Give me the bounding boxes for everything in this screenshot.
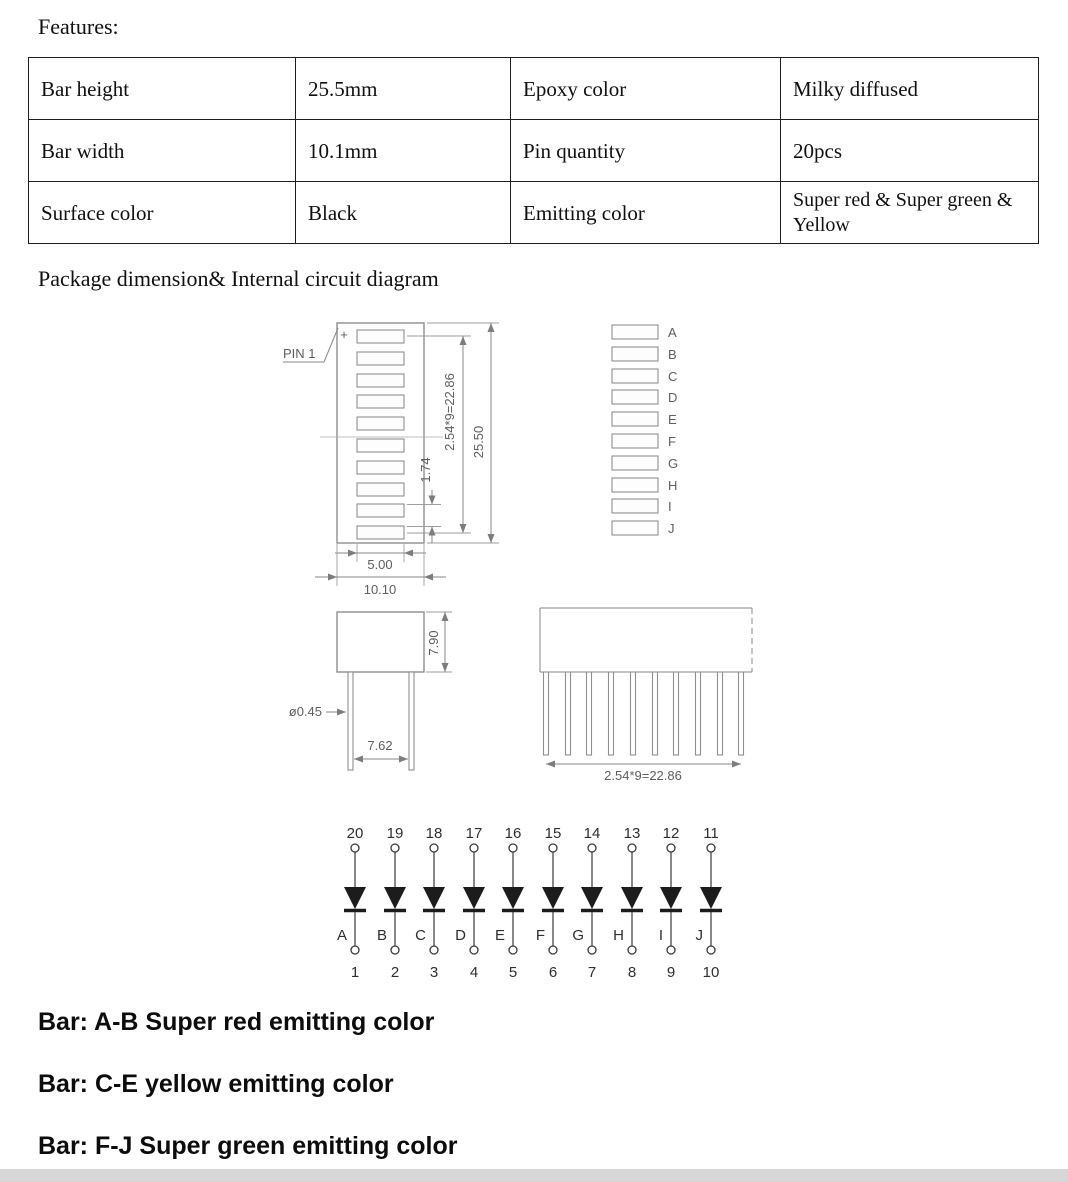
led-segment — [612, 478, 658, 492]
pin — [348, 672, 353, 770]
pin-number-bottom: 1 — [350, 964, 360, 981]
led-segment — [357, 417, 404, 430]
pin-number-bottom: 9 — [666, 964, 676, 981]
pin — [674, 672, 679, 755]
led-segment — [612, 390, 658, 404]
feature-label: Emitting color — [511, 182, 781, 244]
led-segment — [357, 504, 404, 517]
pin-number-top: 11 — [703, 825, 719, 842]
feature-label: Surface color — [29, 182, 296, 244]
pin-terminal — [351, 946, 359, 954]
pin — [718, 672, 723, 755]
feature-label: Bar height — [29, 58, 296, 120]
dim-window-width-label: 5.00 — [367, 557, 393, 572]
led-diode — [423, 887, 445, 909]
segment-letter: F — [535, 927, 545, 944]
pin — [566, 672, 571, 755]
segment-label: E — [668, 412, 677, 427]
pin-terminal — [470, 844, 478, 852]
segment-label: J — [668, 521, 675, 536]
led-segment — [357, 352, 404, 365]
pin-terminal — [667, 946, 675, 954]
segment-letter: D — [455, 927, 466, 944]
note-bar-red: Bar: A-B Super red emitting color — [38, 1008, 435, 1036]
pin — [409, 672, 414, 770]
segment-letter: J — [695, 927, 703, 944]
led-segment — [357, 330, 404, 343]
pin-number-bottom: 4 — [469, 964, 479, 981]
led-segment — [612, 456, 658, 470]
led-segment — [612, 412, 658, 426]
side-view-right — [540, 608, 752, 783]
pin-number-bottom: 8 — [627, 964, 637, 981]
segment-letter: C — [415, 927, 426, 944]
pin-terminal — [707, 844, 715, 852]
led-diode — [463, 887, 485, 909]
pin-terminal — [707, 946, 715, 954]
table-row — [29, 120, 1039, 182]
pin-terminal — [351, 844, 359, 852]
pin1-leader-line — [324, 328, 338, 362]
pin-terminal — [667, 844, 675, 852]
led-diode — [344, 887, 366, 909]
pin-number-top: 16 — [504, 825, 522, 842]
led-segment — [612, 369, 658, 383]
pin-terminal — [391, 946, 399, 954]
pin-number-top: 19 — [386, 825, 404, 842]
pin-number-bottom: 2 — [390, 964, 400, 981]
pin-number-top: 18 — [425, 825, 443, 842]
segment-label: F — [668, 434, 676, 449]
note-bar-green: Bar: F-J Super green emitting color — [38, 1132, 458, 1160]
led-segment — [612, 325, 658, 339]
feature-value: Super red & Super green & Yellow — [781, 182, 1039, 244]
segment-label: H — [668, 478, 678, 493]
led-segment — [357, 395, 404, 408]
led-segment — [357, 526, 404, 539]
segment-label: B — [668, 347, 677, 362]
led-segment — [612, 347, 658, 361]
led-segment — [357, 461, 404, 474]
package-dimension-heading: Package dimension& Internal circuit diagram — [38, 266, 439, 291]
led-diode — [621, 887, 643, 909]
rear-view — [612, 325, 678, 536]
pin-number-top: 12 — [662, 825, 680, 842]
led-segment — [357, 483, 404, 496]
segment-label: C — [668, 369, 678, 384]
package-dimension-diagram — [0, 312, 1068, 1002]
pin-terminal — [588, 844, 596, 852]
segment-letter: H — [613, 927, 624, 944]
led-segment — [357, 439, 404, 452]
led-diode — [384, 887, 406, 909]
dim-pin-row-label: 2.54*9=22.86 — [604, 768, 682, 783]
segment-letter: G — [572, 927, 584, 944]
pin — [696, 672, 701, 755]
led-diode — [542, 887, 564, 909]
pin-number-top: 20 — [346, 825, 364, 842]
feature-value: Black — [296, 182, 511, 244]
led-diode — [660, 887, 682, 909]
pin-terminal — [588, 946, 596, 954]
note-bar-yellow: Bar: C-E yellow emitting color — [38, 1070, 394, 1098]
features-heading: Features: — [38, 14, 119, 39]
side-view-left — [289, 612, 452, 770]
table-row — [29, 182, 1039, 244]
bottom-strip — [0, 1169, 1068, 1182]
pin-terminal — [430, 844, 438, 852]
segment-letter: I — [658, 927, 663, 944]
pin-terminal — [549, 946, 557, 954]
dim-bar-pitch-label: 1.74 — [418, 457, 433, 483]
pin-terminal — [430, 946, 438, 954]
pin-number-top: 15 — [544, 825, 562, 842]
features-table — [28, 57, 1039, 244]
feature-label: Pin quantity — [511, 120, 781, 182]
internal-circuit-diagram — [337, 825, 722, 981]
feature-value: 10.1mm — [296, 120, 511, 182]
dim-depth-label: 7.90 — [426, 630, 441, 656]
led-segment — [612, 434, 658, 448]
pin-number-bottom: 6 — [548, 964, 558, 981]
pin-number-bottom: 7 — [587, 964, 597, 981]
dim-pin-diameter-label: ø0.45 — [288, 704, 322, 719]
feature-label: Epoxy color — [511, 58, 781, 120]
pin-number-top: 14 — [583, 825, 601, 842]
pin-number-bottom: 3 — [429, 964, 439, 981]
pin-number-bottom: 5 — [508, 964, 518, 981]
pin-terminal — [509, 946, 517, 954]
led-segment — [357, 374, 404, 387]
dim-package-width-label: 10.10 — [363, 582, 397, 597]
led-diode — [581, 887, 603, 909]
pin-terminal — [549, 844, 557, 852]
pin-terminal — [470, 946, 478, 954]
pin-terminal — [391, 844, 399, 852]
dim-pin-spacing-label: 7.62 — [367, 738, 393, 753]
segment-letter: B — [376, 927, 387, 944]
pin — [587, 672, 592, 755]
table-row — [29, 58, 1039, 120]
package-side-outline — [337, 612, 424, 672]
pin-number-bottom: 10 — [702, 964, 720, 981]
feature-value: 25.5mm — [296, 58, 511, 120]
pin — [631, 672, 636, 755]
dim-height-label: 25.50 — [471, 425, 486, 459]
segment-letter: A — [336, 927, 347, 944]
pin-terminal — [628, 844, 636, 852]
feature-value: 20pcs — [781, 120, 1039, 182]
feature-value: Milky diffused — [781, 58, 1039, 120]
feature-label: Bar width — [29, 120, 296, 182]
segment-label: D — [668, 390, 678, 405]
pin-number-top: 17 — [465, 825, 483, 842]
front-view — [283, 323, 443, 543]
pin — [609, 672, 614, 755]
segment-label: I — [668, 499, 672, 514]
pin — [653, 672, 658, 755]
led-segment — [612, 521, 658, 535]
pin — [739, 672, 744, 755]
polarity-plus-mark: + — [340, 327, 348, 342]
pin1-label: PIN 1 — [283, 346, 316, 361]
led-segment — [612, 499, 658, 513]
pin — [544, 672, 549, 755]
led-diode — [700, 887, 722, 909]
segment-label: A — [668, 325, 677, 340]
pin-number-top: 13 — [623, 825, 641, 842]
pin-terminal — [509, 844, 517, 852]
segment-label: G — [668, 456, 679, 471]
led-diode — [502, 887, 524, 909]
segment-letter: E — [494, 927, 505, 944]
dim-pitch-total-label: 2.54*9=22.86 — [442, 373, 457, 451]
pin-terminal — [628, 946, 636, 954]
